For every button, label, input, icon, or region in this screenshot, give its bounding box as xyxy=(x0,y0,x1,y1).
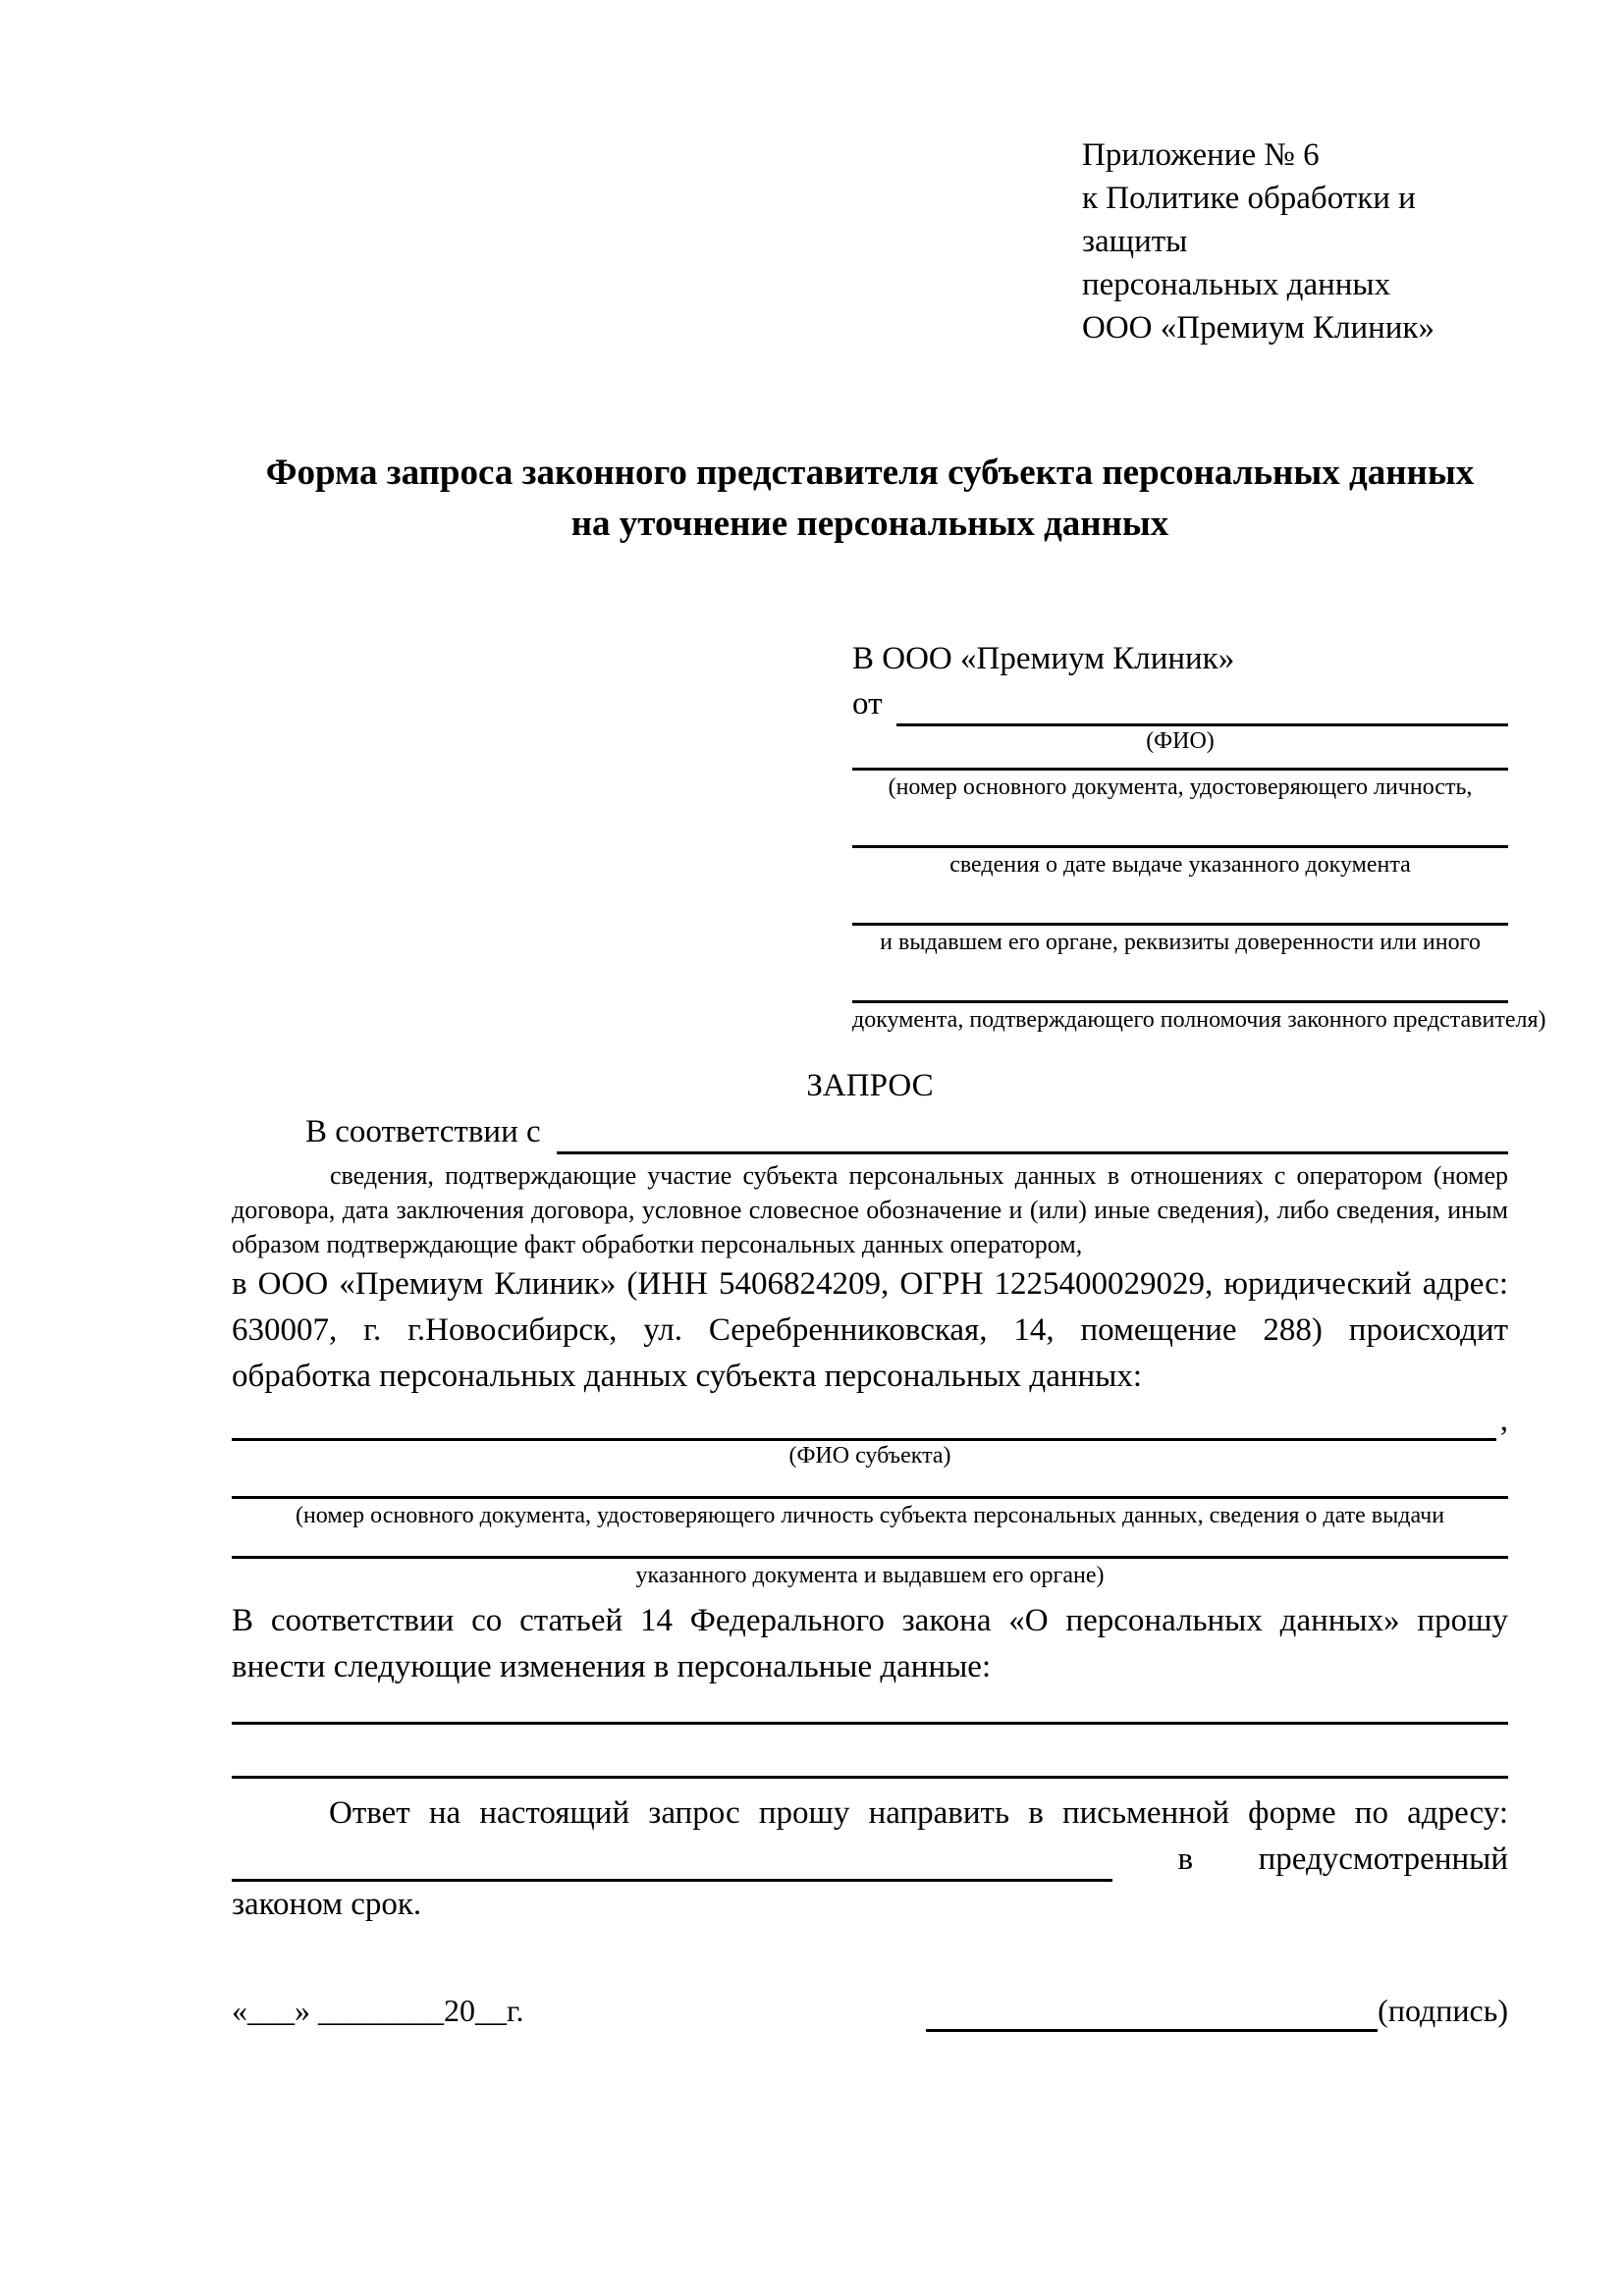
subject-doc-caption: указанного документа и выдавшем его органе) xyxy=(635,1563,1105,1588)
subject-fio-caption: (ФИО субъекта) xyxy=(788,1443,951,1468)
form-title-line: Форма запроса законного представителя субъекта персональных данных xyxy=(265,453,1475,493)
subject-doc-caption: (номер основного документа, удостоверяющего личность субъекта персональных данных, сведения о дате выдачи xyxy=(295,1503,1445,1528)
fill-in-line xyxy=(852,768,1508,771)
reply-tail: законом срок. xyxy=(232,1887,422,1922)
subject-fio-row xyxy=(232,1400,1508,1441)
fill-in-line xyxy=(852,845,1508,848)
trailing-comma: , xyxy=(1499,1403,1508,1438)
fio-caption: (ФИО) xyxy=(1146,728,1215,754)
reply-row xyxy=(232,1837,1508,1882)
signature-area xyxy=(926,1989,1508,2032)
form-title-line: на уточнение персональных данных xyxy=(570,504,1169,544)
from-row xyxy=(852,681,1508,726)
addressee-to: В ООО «Премиум Клиник» xyxy=(852,641,1235,676)
operator-paragraph: в ООО «Премиум Клиник» (ИНН 5406824209, ОГРН 1225400029029, юридический адрес: 630007, г. г.Новосибирск, ул. Серебренниковская, 14, помещение 288) происходит обработка персональных данных субъекта персональных данных: xyxy=(232,1266,1508,1394)
signature-caption: (подпись) xyxy=(1378,1993,1508,2028)
page-content xyxy=(232,0,1546,2032)
annex-block xyxy=(1082,133,1508,349)
annex-line: ООО «Премиум Клиник» xyxy=(1082,310,1435,346)
annex-line: персональных данных xyxy=(1082,267,1391,302)
fill-in-line xyxy=(232,1722,1508,1725)
doc-caption: документа, подтверждающего полномочия законного представителя) xyxy=(852,1007,1546,1033)
lead-fill-line xyxy=(557,1114,1508,1154)
reply-lead: Ответ на настоящий запрос прошу направить в письменной форме по адресу: xyxy=(329,1795,1508,1831)
fill-in-line xyxy=(852,1000,1508,1003)
request-heading: ЗАПРОС xyxy=(806,1068,934,1103)
signature-fill-line xyxy=(926,1994,1378,2032)
annex-line: к Политике обработки и защиты xyxy=(1082,181,1416,259)
reply-fill-line xyxy=(232,1843,1112,1882)
reply-word: предусмотренный xyxy=(1258,1842,1508,1877)
fill-in-line xyxy=(232,1496,1508,1499)
doc-caption: (номер основного документа, удостоверяющего личность, xyxy=(888,774,1473,800)
form-title xyxy=(232,448,1508,550)
fill-in-line xyxy=(232,1556,1508,1559)
lead-label: В соответствии с xyxy=(305,1114,541,1149)
doc-caption: сведения о дате выдаче указанного документа xyxy=(949,852,1411,878)
doc-caption: и выдавшем его органе, реквизиты доверенности или иного xyxy=(880,930,1481,955)
addressee-block xyxy=(852,636,1546,1035)
lead-row xyxy=(232,1109,1508,1154)
from-label: от xyxy=(852,686,883,721)
subject-fio-fill-line xyxy=(232,1403,1496,1441)
fill-in-line xyxy=(232,1776,1508,1779)
fill-in-line xyxy=(852,923,1508,926)
reply-word: в xyxy=(1177,1842,1194,1877)
from-fill-line xyxy=(896,686,1509,726)
amend-paragraph: В соответствии со статьей 14 Федерального закона «О персональных данных» прошу внести следующие изменения в персональные данные: xyxy=(232,1603,1508,1684)
signing-row xyxy=(232,1989,1508,2032)
lead-caption: сведения, подтверждающие участие субъекта персональных данных в отношениях с оператором (номер договора, дата заключения договора, условное словесное обозначение и (или) иные сведения), либо сведения, иным образом подтверждающие факт обработки персональных данных оператором, xyxy=(232,1161,1508,1258)
date-line: «___» ________20__г. xyxy=(232,1993,524,2028)
annex-line: Приложение № 6 xyxy=(1082,137,1320,173)
